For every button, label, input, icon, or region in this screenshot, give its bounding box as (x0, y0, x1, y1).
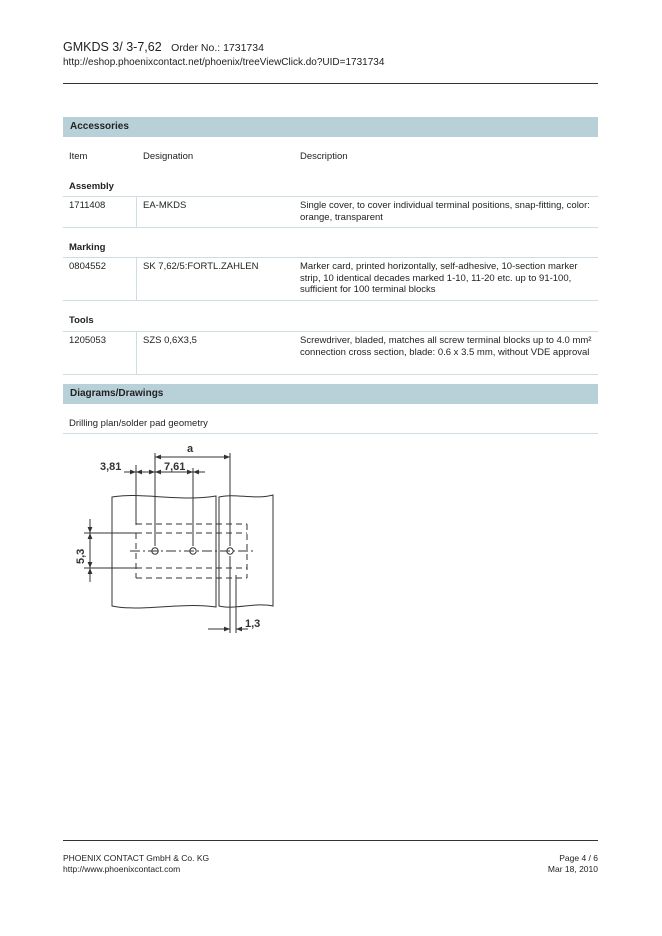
accessory-description: Marker card, printed horizontally, self-adhesive, 10-section marker strip, 10 identical decades marked 1-10, 11-20 etc. up to 91-100, sufficient for 100 terminal blocks (300, 261, 578, 295)
page-number: Page 4 / 6 (559, 853, 598, 863)
accessory-item-number: 1205053 (69, 335, 106, 346)
product-url[interactable]: http://eshop.phoenixcontact.net/phoenix/treeViewClick.do?UID=1731734 (63, 57, 385, 68)
page-footer (63, 853, 598, 875)
dimension-1-3: 1,3 (245, 618, 261, 630)
accessory-designation: EA-MKDS (143, 200, 187, 211)
dimension-5-3: 5,3 (75, 548, 87, 564)
order-number: Order No.: 1731734 (171, 42, 264, 54)
accessory-item-number: 0804552 (69, 261, 106, 272)
footer-company: PHOENIX CONTACT GmbH & Co. KG (63, 853, 210, 863)
group-heading-marking: Marking (69, 242, 106, 253)
dimension-7-61: 7,61 (164, 461, 186, 473)
accessory-designation: SZS 0,6X3,5 (143, 335, 197, 346)
dimension-3-81: 3,81 (100, 461, 122, 473)
footer-date: Mar 18, 2010 (547, 864, 598, 874)
footer-right (548, 853, 598, 875)
column-header-description: Description (300, 151, 348, 162)
accessories-heading: Accessories (63, 117, 598, 137)
footer-website[interactable]: http://www.phoenixcontact.com (63, 864, 181, 874)
dimension-a: a (187, 443, 194, 455)
housing-outline (112, 496, 216, 608)
accessory-description: Single cover, to cover individual terminal positions, snap-fitting, color: orange, transparent (300, 200, 590, 223)
column-header-item: Item (69, 151, 88, 162)
group-heading-assembly: Assembly (69, 181, 114, 192)
product-title: GMKDS 3/ 3-7,62 (63, 40, 162, 54)
footer-rule (63, 840, 598, 841)
group-heading-tools: Tools (69, 315, 94, 326)
diagram-caption: Drilling plan/solder pad geometry (69, 418, 208, 429)
accessory-description: Screwdriver, bladed, matches all screw terminal blocks up to 4.0 mm² connection cross section, blade: 0.6 x 3.5 mm, without VDE approval (300, 335, 592, 358)
accessory-item-number: 1711408 (69, 200, 106, 211)
diagrams-heading: Diagrams/Drawings (63, 384, 598, 404)
column-header-designation: Designation (143, 151, 194, 162)
accessory-designation: SK 7,62/5:FORTL.ZAHLEN (143, 261, 259, 272)
